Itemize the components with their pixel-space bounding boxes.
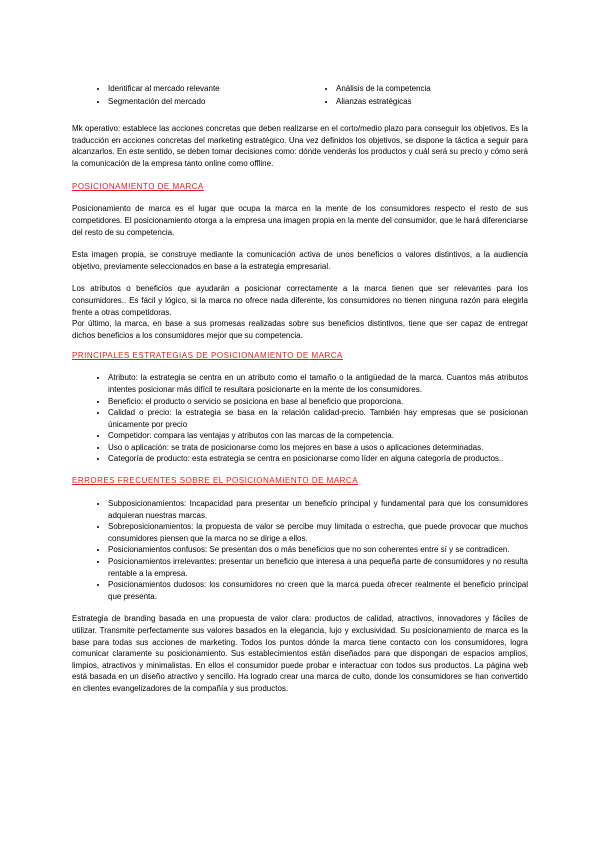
strategies-list bbox=[72, 372, 528, 465]
list-item: • Análisis de la competencia bbox=[336, 82, 528, 95]
section-heading-errores: ERRORES FRECUENTES SOBRE EL POSICIONAMIENTO DE MARCA bbox=[72, 476, 359, 486]
mk-operativo-paragraph: Mk operativo: establece las acciones concretas que deben realizarse en el corto/medio plazo para conseguir los objetivos. Es la traducción en acciones concretas del marketing estratégico. Una vez definidos los objetivos, se dispone la táctica a seguir para alcanzarlos. En este sentido, se deben tomar decisiones como: dónde venderás los productos y cuál será su precio y cómo será la comunicación de la empresa tanto online como offline. bbox=[72, 124, 528, 168]
list-item: • Calidad o precio: la estrategia se basa en la relación calidad-precio. También hay empresas que se posicionan únicamente por precio bbox=[108, 407, 528, 430]
paragraph: Los atributos o beneficios que ayudarán a posicionar correctamente a la marca tienen que ser relevantes para los consumidores.. Es fácil y lógico, si la marca no ofrece nada diferente, los consumidores no tienen ninguna razón para elegirla frente a otras competidoras. bbox=[72, 284, 528, 317]
list-item: • Competidor: compara las ventajas y atributos con las marcas de la competencia. bbox=[108, 430, 528, 442]
list-item: • Sobreposicionamientos: la propuesta de valor se percibe muy limitada o estrecha, que puede provocar que muchos consumidores piensen que la marca no se dirige a ellos. bbox=[108, 521, 528, 544]
paragraph: Posicionamiento de marca es el lugar que ocupa la marca en la mente de los consumidores respecto el resto de sus competidores. El posicionamiento otorga a la empresa una imagen propia en la mente del consumidor, que le hará diferenciarse del resto de su competencia. bbox=[72, 204, 528, 237]
list-item: • Subposicionamientos: Incapacidad para presentar un beneficio principal y fundamental para que los consumidores adquieran nuestras marcas. bbox=[108, 498, 528, 521]
list-item: • Segmentación del mercado bbox=[108, 95, 300, 108]
section-heading-estrategias: PRINCIPALES ESTRATEGIAS DE POSICIONAMIENTO DE MARCA bbox=[72, 351, 343, 361]
list-item: • Atributo: la estrategia se centra en un atributo como el tamaño o la antigüedad de la marca. Cuantos más atributos intentes posicionar más difícil te resultara posicionarte en la mente de los consumidores. bbox=[108, 372, 528, 395]
list-item: • Posicionamientos confusos: Se presentan dos o más beneficios que no son coherentes entre sí y se contradicen. bbox=[108, 544, 528, 556]
list-item: • Identificar al mercado relevante bbox=[108, 82, 300, 95]
right-column bbox=[300, 82, 528, 108]
list-item: • Posicionamientos irrelevantes: presentar un beneficio que interesa a una pequeña parte de consumidores y no resulta rentable a la empresa. bbox=[108, 556, 528, 579]
list-item: • Alianzas estratégicas bbox=[336, 95, 528, 108]
errors-list bbox=[72, 498, 528, 602]
left-column bbox=[72, 82, 300, 108]
branding-paragraph: Estrategia de branding basada en una propuesta de valor clara: productos de calidad, atractivos, innovadores y fáciles de utilizar. Transmite perfectamente sus valores basados en la elegancia, lujo y exclusividad. Su posicionamiento de marca es la base para todas sus acciones de marketing. Todos los puntos dónde la marca tiene contacto con los consumidores, logra comunicar claramente su posicionamiento. Sus establecimientos están diseñados para que dispongan de espacios amplios, limpios, atractivos y minimalistas. En ellos el consumidor puede probar e interactuar con todos sus productos. La página web está basada en un diseño atractivo y sencillo. Ha logrado crear una marca de culto, donde los consumidores se han convertido en clientes evangelizadores de la compañía y sus productos. bbox=[72, 614, 528, 693]
paragraph: Por último, la marca, en base a sus promesas realizadas sobre sus beneficios distintivos, tiene que ser capaz de entregar dichos beneficios a los consumidores mejor que su competencia. bbox=[72, 319, 528, 340]
document-page bbox=[72, 82, 528, 695]
list-item: • Beneficio: el producto o servicio se posiciona en base al beneficio que proporciona. bbox=[108, 396, 528, 408]
list-item: • Uso o aplicación: se trata de posicionarse como los mejores en base a usos o aplicaciones determinadas. bbox=[108, 442, 528, 454]
list-item: • Categoría de producto: esta estrategia se centra en posicionarse como líder en alguna categoría de productos.. bbox=[108, 453, 528, 465]
section-heading-posicionamiento: POSICIONAMIENTO DE MARCA bbox=[72, 182, 204, 192]
list-item: • Posicionamientos dudosos: los consumidores no creen que la marca pueda ofrecer realmente el beneficio principal que presenta. bbox=[108, 579, 528, 602]
top-bullet-columns bbox=[72, 82, 528, 108]
paragraph: Esta imagen propia, se construye mediante la comunicación activa de unos beneficios o valores distintivos, a la audiencia objetivo, previamente seleccionados en base a la estrategia empresarial. bbox=[72, 250, 528, 271]
